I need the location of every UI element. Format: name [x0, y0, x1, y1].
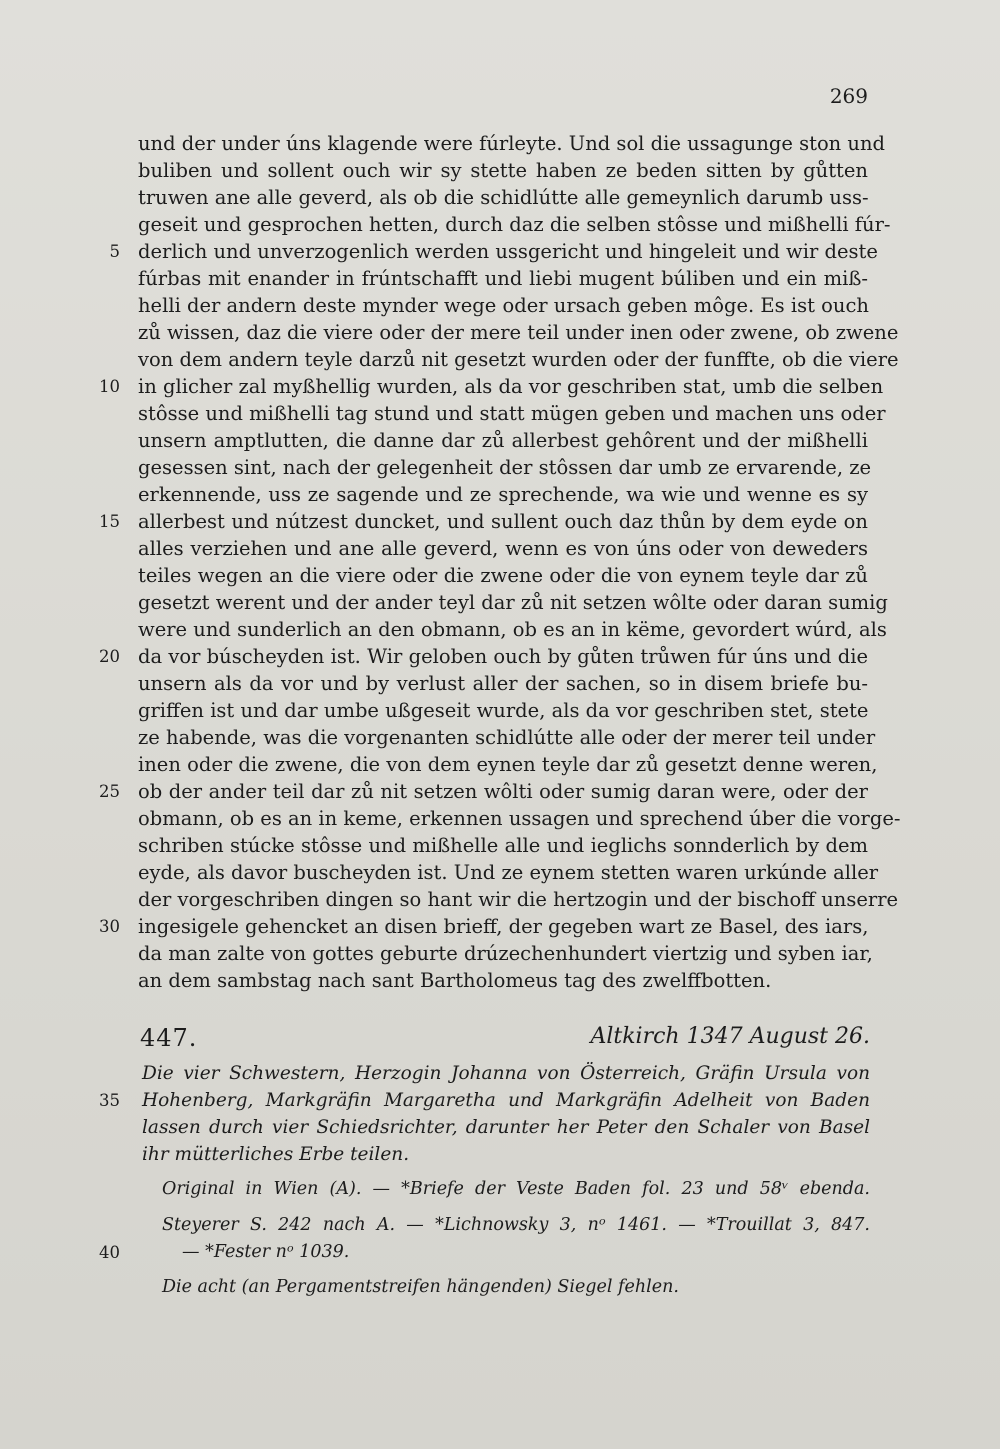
text-line: ob der ander teil dar zů nit setzen wôlti oder sumig daran were, oder der	[138, 780, 868, 803]
text-line: inen oder die zwene, die von dem eynen teyle dar zů gesetzt denne weren,	[138, 753, 878, 776]
line-number: 35	[99, 1091, 120, 1110]
regest-line: Hohenberg, Markgräfin Margaretha und Markgräfin Adelheit von Baden	[142, 1090, 870, 1111]
text-line: schriben stúcke stôsse und mißhelle alle und ieglichs sonnderlich by dem	[138, 834, 868, 857]
text-line: gesetzt werent und der ander teyl dar zů nit setzen wôlte oder daran sumig	[138, 591, 888, 614]
text-line: teiles wegen an die viere oder die zwene oder die von eynem teyle dar zů	[138, 564, 868, 587]
line-number: 30	[99, 917, 120, 936]
document-place-date: Altkirch 1347 August 26.	[590, 1024, 870, 1049]
text-line: an dem sambstag nach sant Bartholomeus tag des zwelffbotten.	[138, 969, 772, 992]
page-number: 269	[829, 84, 868, 108]
text-line: ze habende, was die vorgenanten schidlútte alle oder der merer teil under	[138, 726, 876, 749]
line-number: 25	[99, 782, 120, 801]
note-prints-continued: — *Fester nᵒ 1039.	[182, 1242, 350, 1262]
line-number: 20	[99, 647, 120, 666]
text-line: erkennende, uss ze sagende und ze sprechende, wa wie und wenne es sy	[138, 483, 868, 506]
text-line: geseit und gesprochen hetten, durch daz die selben stôsse und mißhelli fúr-	[138, 213, 891, 236]
text-line: derlich und unverzogenlich werden ussgericht und hingeleit und wir deste	[138, 240, 878, 263]
regest-line: Die vier Schwestern, Herzogin Johanna von Österreich, Gräfin Ursula von	[142, 1063, 870, 1084]
line-number: 40	[99, 1243, 120, 1262]
text-line: obmann, ob es an in keme, erkennen ussagen und sprechend úber die vorge-	[138, 807, 901, 830]
note-seals: Die acht (an Pergamentstreifen hängenden) Siegel fehlen.	[162, 1277, 679, 1297]
line-number: 5	[109, 242, 120, 261]
document-number: 447.	[140, 1024, 198, 1052]
text-line: in glicher zal myßhellig wurden, als da vor geschriben stat, umb die selben	[138, 375, 884, 398]
text-line: der vorgeschriben dingen so hant wir die hertzogin und der bischoff unserre	[138, 888, 899, 911]
text-line: unsern als da vor und by verlust aller der sachen, so in disem briefe bu-	[138, 672, 868, 695]
note-prints: Steyerer S. 242 nach A. — *Lichnowsky 3, nᵒ 1461. — *Trouillat 3, 847.	[162, 1215, 870, 1235]
text-line: da man zalte von gottes geburte drúzechenhundert viertzig und syben iar,	[138, 942, 873, 965]
regest-line: lassen durch vier Schiedsrichter, darunter her Peter den Schaler von Basel	[142, 1117, 870, 1138]
note-original: Original in Wien (A). — *Briefe der Veste Baden fol. 23 und 58ᵛ ebenda.	[162, 1179, 870, 1199]
text-line: buliben und sollent ouch wir sy stette haben ze beden sitten by gůtten	[138, 159, 868, 182]
text-line: helli der andern deste mynder wege oder ursach geben môge. Es ist ouch	[138, 294, 869, 317]
text-line: da vor búscheyden ist. Wir geloben ouch by gůten trůwen fúr úns und die	[138, 645, 868, 668]
text-line: und der under úns klagende were fúrleyte. Und sol die ussagunge ston und	[138, 132, 886, 155]
text-line: alles verziehen und ane alle geverd, wenn es von úns oder von deweders	[138, 537, 868, 560]
text-line: allerbest und nútzest duncket, und sullent ouch daz thůn by dem eyde on	[138, 510, 868, 533]
text-line: griffen ist und dar umbe ußgeseit wurde, als da vor geschriben stet, stete	[138, 699, 869, 722]
text-line: stôsse und mißhelli tag stund und statt mügen geben und machen uns oder	[138, 402, 886, 425]
line-number: 15	[99, 512, 120, 531]
line-number: 10	[99, 377, 120, 396]
regest-line: ihr mütterliches Erbe teilen.	[142, 1144, 410, 1165]
text-line: truwen ane alle geverd, als ob die schidlútte alle gemeynlich darumb uss-	[138, 186, 869, 209]
text-line: eyde, als davor buscheyden ist. Und ze eynem stetten waren urkúnde aller	[138, 861, 879, 884]
text-line: von dem andern teyle darzů nit gesetzt wurden oder der funffte, ob die viere	[138, 348, 899, 371]
text-line: gesessen sint, nach der gelegenheit der stôssen dar umb ze ervarende, ze	[138, 456, 872, 479]
text-line: ingesigele gehencket an disen brieff, der gegeben wart ze Basel, des iars,	[138, 915, 869, 938]
text-line: zů wissen, daz die viere oder der mere teil under inen oder zwene, ob zwene	[138, 321, 899, 344]
text-line: unsern amptlutten, die danne dar zů allerbest gehôrent und der mißhelli	[138, 429, 868, 452]
text-line: were und sunderlich an den obmann, ob es an in këme, gevordert wúrd, als	[138, 618, 887, 641]
text-line: fúrbas mit enander in frúntschafft und liebi mugent búliben und ein miß-	[138, 267, 868, 290]
